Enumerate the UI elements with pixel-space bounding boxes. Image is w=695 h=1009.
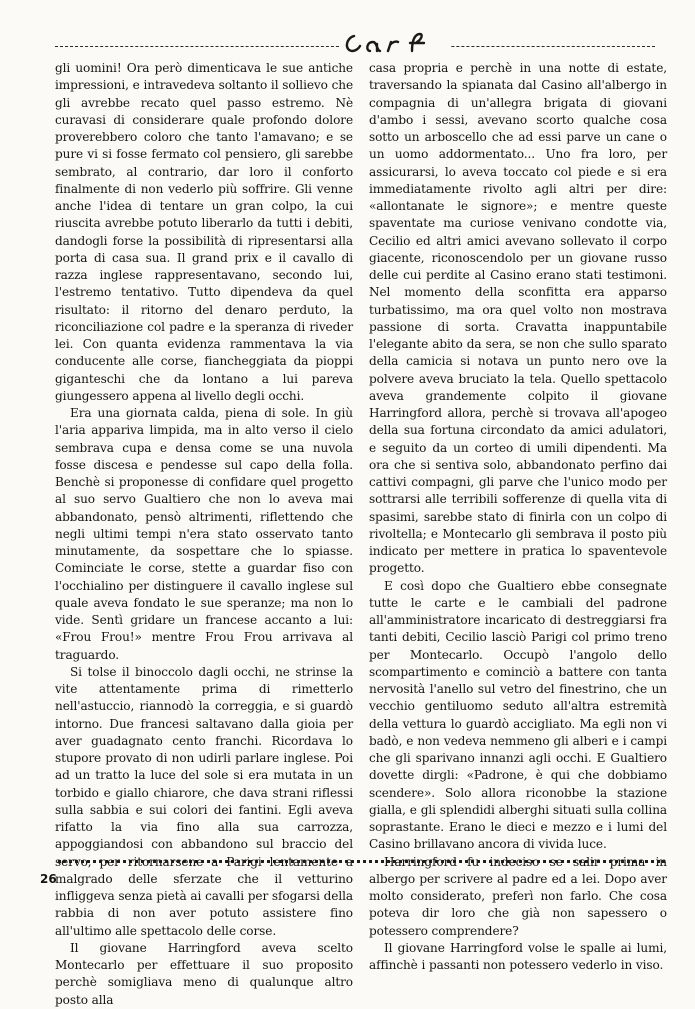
footer-rule: [58, 860, 665, 863]
header-monogram: [340, 30, 450, 56]
paragraph: casa propria e perchè in una notte di estate, traversando la spianata dal Casino all'albergo in compagnia di un'allegra brigata di giovani d'ambo i sessi, avevano scorto qualche cosa sotto un arboscello che ad essi parve un cane o un uomo addormentato... Uno fra loro, per assicurarsi, lo aveva toccato col piede e si era immediatamente rivolto agli altri per dire: «allontanate le signore»; e mentre queste spaventate ma curiose venivano condotte via, Cecilio ed altri amici avevano sollevato il corpo giacente, riconoscendolo per un giovane russo delle cui perdite al Casino erano stati testimoni. Nel momento della sconfitta era apparso turbatissimo, ma ora quel volto non mostrava passione di sorta. Cravatta inappuntabile l'elegante abito da sera, se non che sullo sparato della camicia si notava un punto nero ove la polvere aveva bruciato la tela. Quello spettacolo aveva grandemente colpito il giovane Harringford allora, perchè si trovava all'apogeo della sua fortuna circondato da amici adulatori, e seguito da un corteo di umili dipendenti. Ma ora che si sentiva solo, abbandonato perfino dai cattivi compagni, gli parve che l'unico modo per sottrarsi alle terribili sofferenze di quella vita di spasimi, sarebbe stato di finirla con un colpo di rivoltella; e Montecarlo gli sembrava il posto più indicato per mettere in pratica lo spaventevole progetto.: [369, 61, 667, 576]
left-column: [55, 60, 353, 1007]
article-body: [55, 60, 668, 1007]
paragraph: Si tolse il binoccolo dagli occhi, ne strinse la vite attentamente prima di rimetterlo nell'astuccio, riannodò la correggia, e si guardò intorno. Due francesi saltavano dalla gioia per aver guadagnato cento franchi. Ricordava lo stupore provato di non udirli parlare inglese. Poi ad un tratto la luce del sole si era mutata in un torbido e giallo chiarore, che dava strani riflessi sulla sabbia e sui colori dei fantini. Egli aveva rifatto la via fino alla sua carrozza, appoggiandosi con abbandono sul braccio del servo, per ritornarsene a Parigi lentamente a malgrado delle sferzate che il vetturino infliggeva senza pietà ai cavalli per sfogarsi della rabbia di non aver potuto assistere fino all'ultimo alle spettacolo delle corse.: [55, 664, 353, 938]
monogram-icon: [340, 30, 450, 56]
paragraph: gli uomini! Ora però dimenticava le sue antiche impressioni, e intravedeva soltanto il sollievo che gli avrebbe recato quel passo estremo. Nè curavasi di considerare quale profondo dolore proverebbero coloro che tanto l'amavano; e se pure vi si fosse fermato col pensiero, gli sarebbe sembrato, al contrario, dar loro il conforto finalmente di non vederlo più soffrire. Gli venne anche l'idea di tentare un gran colpo, la cui riuscita avrebbe potuto liberarlo da tutti i debiti, dandogli forse la possibilità di ripresentarsi alla porta di casa sua. Il grand prix e il cavallo di razza inglese rappresentavano, secondo lui, l'estremo tentativo. Tutto dipendeva da quel risultato: il ritorno del denaro perduto, la riconciliazione col padre e la speranza di riveder lei. Con quanta evidenza rammentava la via conducente alle corse, fiancheggiata da pioppi giganteschi che da lontano a lui pareva giungessero appena al livello degli occhi.: [55, 61, 353, 403]
page-number: 26: [40, 872, 57, 886]
paragraph: Il giovane Harringford aveva scelto Montecarlo per effettuare il suo proposito perchè somigliava meno di qualunque altro posto alla: [55, 940, 353, 1007]
paragraph: Era una giornata calda, piena di sole. In giù l'aria appariva limpida, ma in alto verso il cielo sembrava cupa e densa come se una nuvola fosse discesa e pendesse sul capo della folla. Benchè si proponesse di confidare quel progetto al suo servo Gualtiero che non lo aveva mai abbandonato, pensò altrimenti, riflettendo che negli ultimi tempi n'era stato osservato tanto minutamente, da sospettare che lo spiasse. Cominciate le corse, stette a guardar fiso con l'occhialino per distinguere il cavallo inglese sul quale aveva fondato le sue speranze; ma non lo vide. Sentì gridare un francese accanto a lui: «Frou Frou!» mentre Frou Frou arrivava al traguardo.: [55, 406, 353, 662]
paragraph: Il giovane Harringford volse le spalle ai lumi, affinchè i passanti non potessero vederlo in viso.: [369, 940, 667, 972]
right-column: [369, 60, 667, 972]
paragraph: Harringford fu indeciso se salir prima in albergo per scrivere al padre ed a lei. Dopo aver molto considerato, preferì non farlo. Che cosa poteva dir loro che già non sapessero o potessero comprendere?: [369, 854, 667, 938]
page-header: [55, 30, 655, 56]
paragraph: E così dopo che Gualtiero ebbe consegnate tutte le carte e le cambiali del padrone all'amministratore incaricato di destreggiarsi fra tanti debiti, Cecilio lasciò Parigi col primo treno per Montecarlo. Occupò l'angolo dello scompartimento e cominciò a battere con tanta nervosità l'anello sul vetro del finestrino, che un vecchio gentiluomo seduto all'altra estremità della vettura lo guardò accigliato. Ma egli non vi badò, e non vedeva nemmeno gli alberi e i campi che gli sparivano innanzi agli occhi. E Gualtiero dovette dirgli: «Padrone, è qui che dobbiamo scendere». Solo allora riconobbe la stazione gialla, e gli splendidi alberghi situati sulla collina soprastante. Erano le dieci e mezzo e i lumi del Casino brillavano ancora di vivida luce.: [369, 578, 667, 852]
